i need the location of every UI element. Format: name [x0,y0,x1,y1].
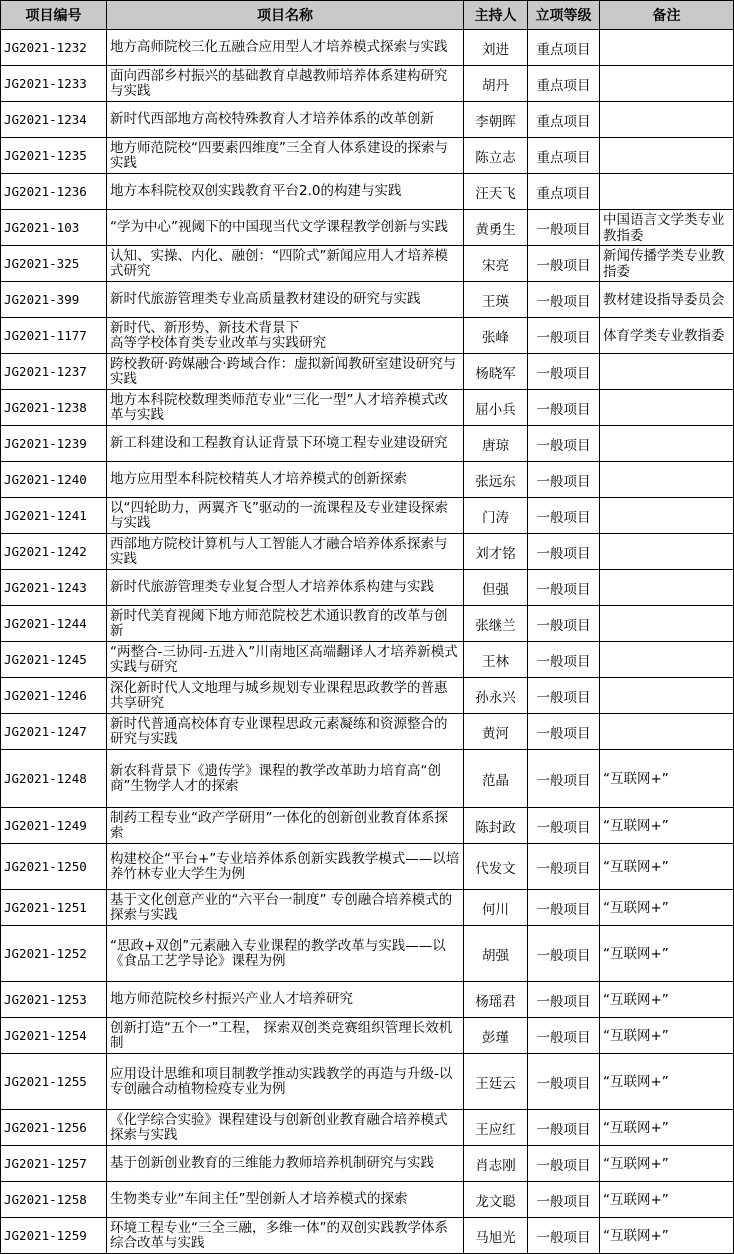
table-row [1,606,734,642]
cell-level: 一般项目 [528,246,600,282]
cell-project-name: 环境工程专业“三全三融，多维一体”的双创实践教学体系综合改革与实践 [107,1218,464,1254]
cell-level: 一般项目 [528,210,600,246]
cell-host: 肖志刚 [464,1146,528,1182]
table-row [1,890,734,926]
cell-note [600,570,734,606]
cell-project-name: 新时代旅游管理类专业高质量教材建设的研究与实践 [107,282,464,318]
cell-project-code: JG2021-1257 [1,1146,107,1182]
cell-note [600,498,734,534]
cell-level: 重点项目 [528,138,600,174]
cell-project-code: JG2021-1244 [1,606,107,642]
cell-host: 门涛 [464,498,528,534]
cell-host: 王应红 [464,1110,528,1146]
table-row [1,1182,734,1218]
cell-project-code: JG2021-1253 [1,982,107,1018]
cell-level: 一般项目 [528,982,600,1018]
cell-project-name: 基于创新创业教育的三维能力教师培养机制研究与实践 [107,1146,464,1182]
cell-level: 一般项目 [528,570,600,606]
cell-project-code: JG2021-1249 [1,808,107,844]
cell-project-code: JG2021-325 [1,246,107,282]
cell-host: 何川 [464,890,528,926]
cell-note: “互联网+” [600,1018,734,1054]
cell-level: 一般项目 [528,282,600,318]
header-project-name: 项目名称 [107,1,464,30]
table-row [1,750,734,808]
cell-level: 重点项目 [528,30,600,66]
cell-level: 一般项目 [528,462,600,498]
cell-note [600,390,734,426]
table-row [1,678,734,714]
cell-project-code: JG2021-1248 [1,750,107,808]
table-row [1,1110,734,1146]
cell-project-code: JG2021-1256 [1,1110,107,1146]
cell-level: 一般项目 [528,1218,600,1254]
cell-note: “互联网+” [600,1146,734,1182]
cell-level: 一般项目 [528,390,600,426]
header-note: 备注 [600,1,734,30]
cell-level: 一般项目 [528,606,600,642]
cell-project-name: 地方本科院校数理类师范专业“三化一型”人才培养模式改革与实践 [107,390,464,426]
table-row [1,102,734,138]
cell-host: 孙永兴 [464,678,528,714]
cell-host: 黄河 [464,714,528,750]
table-row [1,844,734,890]
cell-host: 马旭光 [464,1218,528,1254]
cell-host: 张峰 [464,318,528,354]
cell-note [600,66,734,102]
cell-project-name: 构建校企“平台+”专业培养体系创新实践教学模式——以培养竹林专业大学生为例 [107,844,464,890]
table-row [1,498,734,534]
cell-level: 一般项目 [528,498,600,534]
cell-project-code: JG2021-1254 [1,1018,107,1054]
cell-note [600,102,734,138]
cell-project-code: JG2021-1259 [1,1218,107,1254]
cell-host: 杨瑶君 [464,982,528,1018]
cell-project-name: 深化新时代人文地理与城乡规划专业课程思政教学的普惠共享研究 [107,678,464,714]
table-row [1,1054,734,1110]
cell-project-name: 《化学综合实验》课程建设与创新创业教育融合培养模式探索与实践 [107,1110,464,1146]
table-row [1,534,734,570]
cell-host: 汪天飞 [464,174,528,210]
table-row [1,1218,734,1254]
table-row [1,390,734,426]
cell-level: 一般项目 [528,844,600,890]
cell-host: 李朝晖 [464,102,528,138]
cell-note: 新闻传播学类专业教指委 [600,246,734,282]
cell-project-code: JG2021-1177 [1,318,107,354]
table-row [1,174,734,210]
cell-level: 一般项目 [528,318,600,354]
cell-note [600,714,734,750]
cell-project-code: JG2021-1245 [1,642,107,678]
cell-host: 陈封政 [464,808,528,844]
cell-project-code: JG2021-1251 [1,890,107,926]
cell-project-code: JG2021-1250 [1,844,107,890]
cell-level: 一般项目 [528,426,600,462]
cell-host: 范晶 [464,750,528,808]
cell-host: 但强 [464,570,528,606]
table-row [1,1146,734,1182]
cell-project-name: 地方师范院校“四要素四维度”三全育人体系建设的探索与实践 [107,138,464,174]
cell-project-code: JG2021-1255 [1,1054,107,1110]
table-row [1,426,734,462]
cell-host: 宋亮 [464,246,528,282]
cell-project-name: 西部地方院校计算机与人工智能人才融合培养体系探索与实践 [107,534,464,570]
cell-note [600,174,734,210]
table-row [1,246,734,282]
cell-project-name: “两整合-三协同-五进入”川南地区高端翻译人才培养新模式实践与研究 [107,642,464,678]
cell-level: 一般项目 [528,714,600,750]
table-row [1,138,734,174]
cell-note: “互联网+” [600,1054,734,1110]
cell-note: “互联网+” [600,1182,734,1218]
table-row [1,926,734,982]
cell-note: 教材建设指导委员会 [600,282,734,318]
cell-project-name: 应用设计思维和项目制教学推动实践教学的再造与升级-以专创融合动植物检疫专业为例 [107,1054,464,1110]
cell-project-name: “思政+双创”元素融入专业课程的教学改革与实践——以《食品工艺学导论》课程为例 [107,926,464,982]
table-row [1,354,734,390]
cell-note: 体育学类专业教指委 [600,318,734,354]
cell-host: 杨晓军 [464,354,528,390]
cell-project-name: 地方本科院校双创实践教育平台2.0的构建与实践 [107,174,464,210]
cell-host: 王林 [464,642,528,678]
cell-note: “互联网+” [600,844,734,890]
cell-project-name: 新时代西部地方高校特殊教育人才培养体系的改革创新 [107,102,464,138]
cell-host: 王瑛 [464,282,528,318]
cell-project-name: 以“四轮助力，两翼齐飞”驱动的一流课程及专业建设探索与实践 [107,498,464,534]
cell-note [600,426,734,462]
cell-level: 一般项目 [528,354,600,390]
cell-project-name: 制药工程专业“政产学研用”一体化的创新创业教育体系探索 [107,808,464,844]
cell-project-code: JG2021-1240 [1,462,107,498]
cell-note [600,642,734,678]
cell-level: 一般项目 [528,1110,600,1146]
cell-project-name: 基于文化创意产业的“六平台一制度” 专创融合培养模式的探索与实践 [107,890,464,926]
cell-host: 刘才铭 [464,534,528,570]
cell-project-name: 新时代、新形势、新技术背景下 高等学校体育类专业改革与实践研究 [107,318,464,354]
cell-project-name: 新工科建设和工程教育认证背景下环境工程专业建设研究 [107,426,464,462]
table-row [1,642,734,678]
cell-level: 一般项目 [528,808,600,844]
cell-host: 张远东 [464,462,528,498]
cell-level: 一般项目 [528,750,600,808]
cell-project-code: JG2021-1243 [1,570,107,606]
cell-level: 一般项目 [528,926,600,982]
cell-project-code: JG2021-1239 [1,426,107,462]
cell-project-name: 创新打造“五个一”工程， 探索双创类竞赛组织管理长效机制 [107,1018,464,1054]
cell-level: 一般项目 [528,1018,600,1054]
cell-note: “互联网+” [600,750,734,808]
cell-host: 陈立志 [464,138,528,174]
table-row [1,714,734,750]
cell-note [600,678,734,714]
header-host: 主持人 [464,1,528,30]
table-row [1,462,734,498]
cell-project-code: JG2021-1241 [1,498,107,534]
cell-host: 龙文聪 [464,1182,528,1218]
cell-project-name: 新农科背景下《遗传学》课程的教学改革助力培育高“创商”生物学人才的探索 [107,750,464,808]
cell-project-name: 地方应用型本科院校精英人才培养模式的创新探索 [107,462,464,498]
cell-note [600,606,734,642]
table-row [1,982,734,1018]
cell-project-code: JG2021-1246 [1,678,107,714]
cell-project-name: 新时代旅游管理类专业复合型人才培养体系构建与实践 [107,570,464,606]
cell-project-name: “学为中心”视阈下的中国现当代文学课程教学创新与实践 [107,210,464,246]
cell-project-code: JG2021-103 [1,210,107,246]
cell-host: 胡强 [464,926,528,982]
cell-note [600,534,734,570]
table-row [1,318,734,354]
cell-project-code: JG2021-1242 [1,534,107,570]
cell-project-name: 新时代美育视阈下地方师范院校艺术通识教育的改革与创新 [107,606,464,642]
header-level: 立项等级 [528,1,600,30]
cell-level: 重点项目 [528,174,600,210]
cell-host: 代发文 [464,844,528,890]
table-row [1,66,734,102]
cell-host: 王廷云 [464,1054,528,1110]
table-row [1,30,734,66]
cell-project-code: JG2021-1247 [1,714,107,750]
cell-note: “互联网+” [600,1218,734,1254]
cell-level: 一般项目 [528,1146,600,1182]
cell-project-code: JG2021-1233 [1,66,107,102]
cell-host: 黄勇生 [464,210,528,246]
header-project-code: 项目编号 [1,1,107,30]
cell-project-name: 跨校教研·跨媒融合·跨域合作：虚拟新闻教研室建设研究与实践 [107,354,464,390]
cell-level: 一般项目 [528,642,600,678]
cell-project-code: JG2021-1236 [1,174,107,210]
cell-project-name: 地方师范院校乡村振兴产业人才培养研究 [107,982,464,1018]
cell-level: 一般项目 [528,1182,600,1218]
table-row [1,808,734,844]
cell-note: 中国语言文学类专业教指委 [600,210,734,246]
cell-project-code: JG2021-399 [1,282,107,318]
cell-note [600,30,734,66]
cell-project-code: JG2021-1234 [1,102,107,138]
cell-project-name: 认知、实操、内化、融创：“四阶式”新闻应用人才培养模式研究 [107,246,464,282]
cell-project-code: JG2021-1238 [1,390,107,426]
cell-project-name: 生物类专业“车间主任”型创新人才培养模式的探索 [107,1182,464,1218]
cell-project-code: JG2021-1232 [1,30,107,66]
table-row [1,1018,734,1054]
table-row [1,570,734,606]
header-row [1,1,734,30]
cell-note: “互联网+” [600,982,734,1018]
cell-level: 一般项目 [528,890,600,926]
cell-note: “互联网+” [600,926,734,982]
cell-host: 刘进 [464,30,528,66]
cell-level: 一般项目 [528,1054,600,1110]
cell-project-name: 面向西部乡村振兴的基础教育卓越教师培养体系建构研究与实践 [107,66,464,102]
table-row [1,210,734,246]
cell-host: 屈小兵 [464,390,528,426]
cell-note [600,138,734,174]
cell-host: 彭瑾 [464,1018,528,1054]
cell-project-code: JG2021-1237 [1,354,107,390]
cell-project-code: JG2021-1258 [1,1182,107,1218]
cell-host: 唐琼 [464,426,528,462]
cell-project-code: JG2021-1252 [1,926,107,982]
cell-host: 胡丹 [464,66,528,102]
cell-level: 重点项目 [528,66,600,102]
cell-note: “互联网+” [600,1110,734,1146]
table-row [1,282,734,318]
cell-note: “互联网+” [600,808,734,844]
cell-note [600,462,734,498]
cell-level: 一般项目 [528,678,600,714]
cell-project-name: 地方高师院校三化五融合应用型人才培养模式探索与实践 [107,30,464,66]
cell-note: “互联网+” [600,890,734,926]
table-body [1,30,734,1254]
cell-project-code: JG2021-1235 [1,138,107,174]
cell-note [600,354,734,390]
cell-project-name: 新时代普通高校体育专业课程思政元素凝练和资源整合的研究与实践 [107,714,464,750]
cell-host: 张继兰 [464,606,528,642]
cell-level: 重点项目 [528,102,600,138]
cell-level: 一般项目 [528,534,600,570]
